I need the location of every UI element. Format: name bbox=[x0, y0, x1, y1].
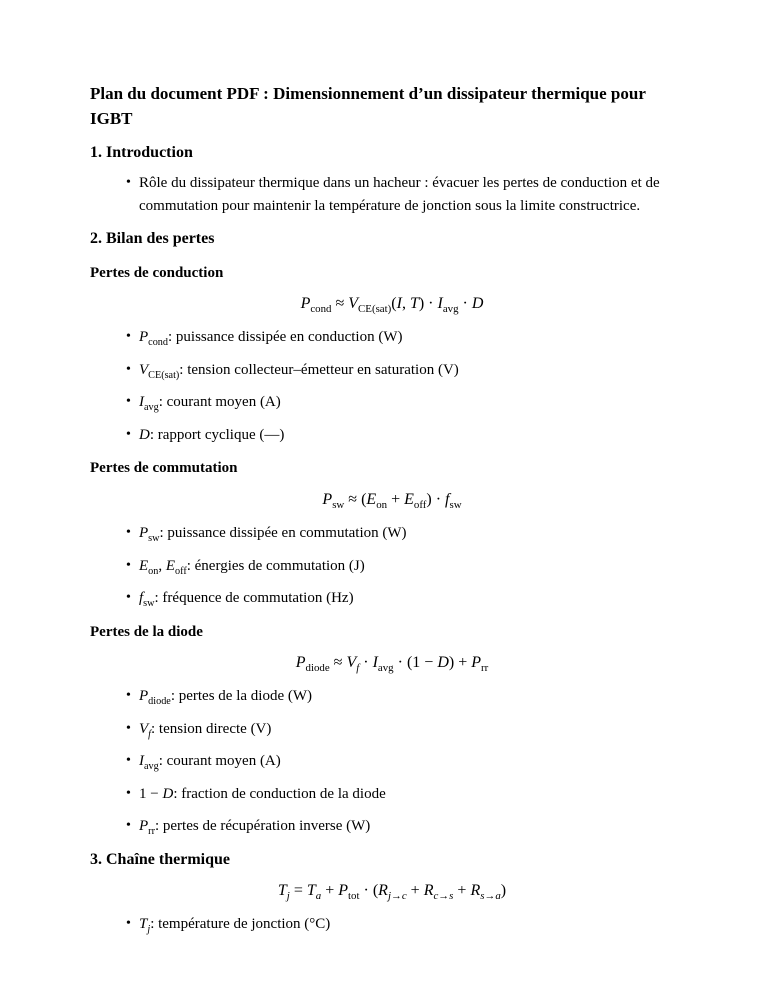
math-subscript: rr bbox=[481, 662, 489, 675]
math-subscript: sw bbox=[449, 499, 462, 512]
math-var: E bbox=[139, 557, 149, 574]
bullet-icon: • bbox=[126, 688, 131, 704]
math-var: P bbox=[295, 654, 306, 672]
math-subscript: avg bbox=[377, 662, 394, 675]
math-subscript: sw bbox=[143, 598, 155, 610]
bullet-list bbox=[90, 685, 678, 838]
math-subscript: sw bbox=[148, 533, 160, 545]
math-subscript: cond bbox=[148, 337, 168, 349]
text-run: : température de jonction (°C) bbox=[150, 916, 331, 933]
list-item-text bbox=[139, 359, 678, 382]
math-var: I bbox=[437, 295, 443, 313]
list-item bbox=[90, 555, 678, 578]
text-run: Rôle du dissipateur thermique dans un hacheur : évacuer les pertes de conduction et de commutation pour maintenir la température de jonction sous la limite constructrice. bbox=[139, 175, 660, 214]
bullet-icon: • bbox=[126, 525, 131, 541]
math-var: P bbox=[139, 329, 149, 346]
text-run: : puissance dissipée en commutation (W) bbox=[159, 525, 407, 542]
math-var: R bbox=[378, 882, 388, 900]
bullet-icon: • bbox=[126, 329, 131, 345]
bullet-icon: • bbox=[126, 175, 131, 191]
text-run: ≈ bbox=[329, 654, 347, 672]
text-run: 1 − bbox=[139, 785, 163, 802]
math-var: V bbox=[139, 720, 149, 737]
math-subscript: sw bbox=[332, 499, 345, 512]
list-item bbox=[90, 326, 678, 349]
text-run: : courant moyen (A) bbox=[158, 394, 281, 411]
math-subscript: tot bbox=[348, 890, 360, 903]
list-item bbox=[90, 359, 678, 382]
math-var: P bbox=[300, 295, 311, 313]
bullet-icon: • bbox=[126, 361, 131, 377]
list-item bbox=[90, 913, 678, 936]
list-item-text bbox=[139, 783, 678, 806]
math-var: R bbox=[470, 882, 481, 900]
text-run: · ( bbox=[359, 882, 379, 900]
math-subscript: a bbox=[315, 890, 322, 903]
text-run: : puissance dissipée en conduction (W) bbox=[167, 329, 403, 346]
text-run: : fréquence de commutation (Hz) bbox=[154, 590, 354, 607]
math-subscript: rr bbox=[148, 826, 155, 838]
list-item bbox=[90, 750, 678, 773]
bullet-icon: • bbox=[126, 753, 131, 769]
list-item-text bbox=[139, 718, 678, 741]
list-item-text bbox=[139, 815, 678, 838]
math-var: I bbox=[139, 394, 144, 411]
text-run: : tension directe (V) bbox=[151, 720, 272, 737]
math-subscript: CE(sat) bbox=[148, 369, 180, 381]
bullet-icon: • bbox=[126, 394, 131, 410]
math-var: V bbox=[348, 295, 359, 313]
math-var: D bbox=[471, 295, 484, 313]
math-var: P bbox=[139, 688, 149, 705]
text-run: ≈ bbox=[331, 295, 349, 313]
bullet-icon: • bbox=[126, 590, 131, 606]
text-run: + bbox=[453, 882, 471, 900]
sub-heading: Pertes de commutation bbox=[90, 460, 238, 477]
text-run: , bbox=[158, 557, 166, 574]
formula bbox=[90, 651, 678, 675]
list-item-text bbox=[139, 555, 678, 578]
sub-heading: Pertes de la diode bbox=[90, 623, 203, 640]
math-var: V bbox=[139, 361, 149, 378]
math-var: T bbox=[306, 882, 316, 900]
list-item-text bbox=[139, 172, 678, 217]
bullet-icon: • bbox=[126, 557, 131, 573]
math-subscript: on bbox=[148, 565, 159, 577]
math-subscript: on bbox=[376, 499, 388, 512]
list-item-text bbox=[139, 685, 678, 708]
formula bbox=[90, 879, 678, 903]
text-run: : pertes de récupération inverse (W) bbox=[154, 818, 371, 835]
math-var: T bbox=[277, 882, 287, 900]
math-var: T bbox=[139, 916, 148, 933]
text-run: : tension collecteur–émetteur en saturation (V) bbox=[179, 361, 459, 378]
math-var: P bbox=[338, 882, 349, 900]
formula bbox=[90, 292, 678, 316]
document-blocks bbox=[90, 141, 678, 935]
math-var: E bbox=[165, 557, 176, 574]
text-run: ) · bbox=[426, 491, 446, 509]
math-var: P bbox=[322, 491, 333, 509]
text-run: · bbox=[359, 654, 373, 672]
math-var: R bbox=[423, 882, 434, 900]
bullet-icon: • bbox=[126, 720, 131, 736]
list-item bbox=[90, 815, 678, 838]
math-subscript: avg bbox=[144, 402, 159, 414]
section-heading: 1. Introduction bbox=[90, 144, 193, 162]
math-var: D bbox=[162, 785, 174, 802]
bullet-list bbox=[90, 326, 678, 446]
bullet-icon: • bbox=[126, 916, 131, 932]
math-subscript: j bbox=[286, 890, 290, 903]
sub-heading: Pertes de conduction bbox=[90, 264, 224, 281]
list-item bbox=[90, 783, 678, 806]
bullet-icon: • bbox=[126, 426, 131, 442]
math-subscript: diode bbox=[148, 696, 171, 708]
math-var: I bbox=[139, 753, 144, 770]
math-var: T bbox=[409, 295, 419, 313]
list-item-text bbox=[139, 587, 678, 610]
math-var: P bbox=[471, 654, 482, 672]
text-run: + bbox=[406, 882, 424, 900]
text-run: , bbox=[401, 295, 410, 313]
list-item-text bbox=[139, 913, 678, 936]
math-var: I bbox=[372, 654, 378, 672]
math-var: f bbox=[445, 491, 450, 509]
list-item bbox=[90, 391, 678, 414]
list-item bbox=[90, 587, 678, 610]
text-run: ( bbox=[391, 295, 397, 313]
formula bbox=[90, 488, 678, 512]
bullet-icon: • bbox=[126, 818, 131, 834]
math-subscript: avg bbox=[442, 303, 459, 316]
list-item bbox=[90, 685, 678, 708]
math-subscript: diode bbox=[305, 662, 330, 675]
text-run: = bbox=[289, 882, 307, 900]
text-run: ≈ ( bbox=[344, 491, 367, 509]
math-subscript: CE(sat) bbox=[358, 303, 392, 316]
math-var: P bbox=[139, 525, 149, 542]
math-subscript: f bbox=[148, 728, 152, 740]
list-item-text bbox=[139, 750, 678, 773]
math-subscript: cond bbox=[310, 303, 332, 316]
text-run: : courant moyen (A) bbox=[158, 753, 281, 770]
bullet-icon: • bbox=[126, 785, 131, 801]
math-var: D bbox=[139, 426, 150, 443]
math-var: I bbox=[396, 295, 402, 313]
text-run: ) + bbox=[448, 654, 472, 672]
list-item bbox=[90, 718, 678, 741]
math-subscript: s→a bbox=[480, 890, 501, 903]
text-run: ) bbox=[500, 882, 507, 900]
section-heading: 2. Bilan des pertes bbox=[90, 230, 215, 248]
math-subscript: j bbox=[147, 924, 151, 936]
math-subscript: off bbox=[175, 565, 187, 577]
math-subscript: f bbox=[356, 662, 360, 675]
list-item bbox=[90, 522, 678, 545]
bullet-list bbox=[90, 522, 678, 610]
list-item-text bbox=[139, 391, 678, 414]
math-subscript: c→s bbox=[433, 890, 454, 903]
text-run: : énergies de commutation (J) bbox=[186, 557, 365, 574]
text-run: : pertes de la diode (W) bbox=[170, 688, 313, 705]
list-item-text bbox=[139, 424, 678, 447]
math-subscript: avg bbox=[144, 761, 159, 773]
bullet-list bbox=[90, 913, 678, 936]
math-subscript: j→c bbox=[387, 890, 407, 903]
document-title: Plan du document PDF : Dimensionnement d’un dissipateur thermique pour IGBT bbox=[90, 84, 646, 128]
text-run: + bbox=[387, 491, 405, 509]
text-run: · (1 − bbox=[393, 654, 438, 672]
math-var: f bbox=[139, 590, 144, 607]
section-heading: 3. Chaîne thermique bbox=[90, 850, 230, 868]
list-item-text bbox=[139, 522, 678, 545]
math-var: P bbox=[139, 818, 149, 835]
text-run: + bbox=[321, 882, 339, 900]
text-run: : rapport cyclique (—) bbox=[149, 426, 285, 443]
list-item-text bbox=[139, 326, 678, 349]
list-item bbox=[90, 424, 678, 447]
math-var: D bbox=[437, 654, 449, 672]
text-run: : fraction de conduction de la diode bbox=[173, 785, 386, 802]
list-item bbox=[90, 172, 678, 217]
text-run: ) · bbox=[418, 295, 438, 313]
math-var: V bbox=[346, 654, 357, 672]
math-var: E bbox=[366, 491, 377, 509]
math-subscript: off bbox=[413, 499, 427, 512]
math-var: E bbox=[404, 491, 414, 509]
text-run: · bbox=[458, 295, 472, 313]
bullet-list bbox=[90, 172, 678, 217]
